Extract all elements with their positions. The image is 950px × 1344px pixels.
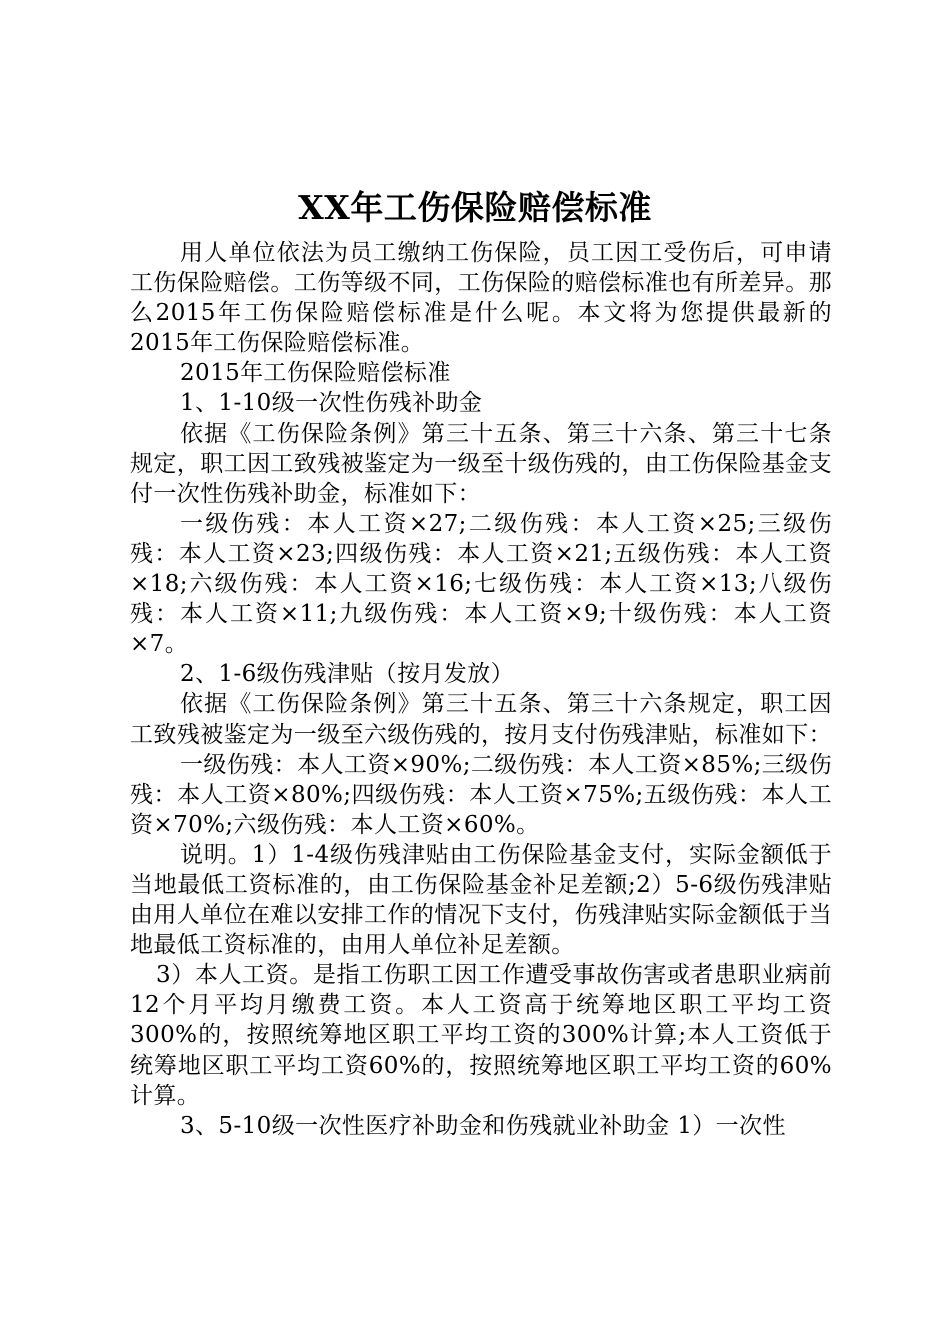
paragraph-salary-definition: 3）本人工资。是指工伤职工因工作遭受事故伤害或者患职业病前12个月平均月缴费工资。本人工资高于统筹地区职工平均工资300%的，按照统筹地区职工平均工资的300%计算;本人工资低于统筹地区职工平均工资60%的，按照统筹地区职工平均工资的60%计算。 (130, 962, 832, 1109)
subsection-heading-2: 2、1-6级伤残津贴（按月发放） (180, 661, 515, 688)
subsection-heading-3: 3、5-10级一次性医疗补助金和伤残就业补助金 1）一次性 (180, 1112, 786, 1139)
document-body (130, 238, 832, 1141)
section-heading: 2015年工伤保险赔偿标准 (180, 360, 451, 387)
subsection-heading-1: 1、1-10级一次性伤残补助金 (180, 390, 483, 417)
paragraph-basis-2: 依据《工伤保险条例》第三十五条、第三十六条规定，职工因工致残被鉴定为一级至六级伤残的，按月支付伤残津贴，标准如下： (130, 691, 832, 748)
document-title: XX年工伤保险赔偿标准 (298, 188, 652, 227)
paragraph-intro: 用人单位依法为员工缴纳工伤保险，员工因工受伤后，可申请工伤保险赔偿。工伤等级不同，工伤保险的赔偿标准也有所差异。那么2015年工伤保险赔偿标准是什么呢。本文将为您提供最新的2015年工伤保险赔偿标准。 (130, 240, 832, 357)
paragraph-standard-2: 一级伤残：本人工资×90%;二级伤残：本人工资×85%;三级伤残：本人工资×80%;四级伤残：本人工资×75%;五级伤残：本人工资×70%;六级伤残：本人工资×60%。 (130, 751, 832, 838)
paragraph-note: 说明。1）1-4级伤残津贴由工伤保险基金支付，实际金额低于当地最低工资标准的，由工伤保险基金补足差额;2）5-6级伤残津贴由用人单位在难以安排工作的情况下支付，伤残津贴实际金额低于当地最低工资标准的，由用人单位补足差额。 (130, 841, 832, 959)
paragraph-standard-1: 一级伤残：本人工资×27;二级伤残：本人工资×25;三级伤残：本人工资×23;四级伤残：本人工资×21;五级伤残：本人工资×18;六级伤残：本人工资×16;七级伤残：本人工资×13;八级伤残：本人工资×11;九级伤残：本人工资×9;十级伤残：本人工资×7。 (130, 510, 832, 658)
paragraph-basis-1: 依据《工伤保险条例》第三十五条、第三十六条、第三十七条规定，职工因工致残被鉴定为一级至十级伤残的，由工伤保险基金支付一次性伤残补助金，标准如下： (130, 420, 832, 507)
